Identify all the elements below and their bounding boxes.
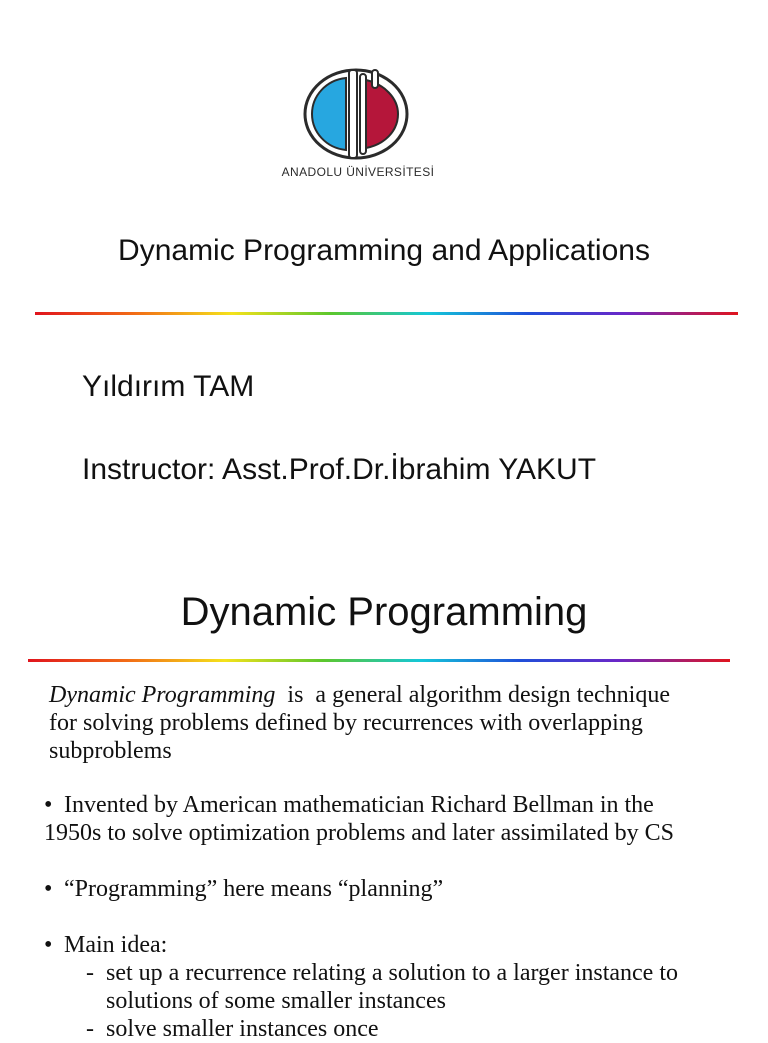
rainbow-divider [35, 312, 738, 315]
subpoint-text: set up a recurrence relating a solution to a larger instance to [106, 960, 678, 986]
slide-title: Dynamic Programming [180, 590, 588, 634]
intro-text: is a general algorithm design technique [275, 682, 670, 708]
bullet-text: Main idea: [64, 932, 168, 958]
presentation-title: Dynamic Programming and Applications [118, 234, 650, 267]
author-name: Yıldırım TAM [82, 370, 255, 403]
subpoint-text: solutions of some smaller instances [106, 988, 446, 1014]
content-slide [0, 560, 768, 1042]
bullet-icon: • [44, 876, 53, 902]
intro-paragraph [49, 681, 739, 765]
dash-icon: - [86, 960, 94, 986]
university-name: ANADOLU ÜNİVERSİTESİ [281, 165, 435, 179]
dash-icon: - [86, 1016, 94, 1042]
bullet-text: “Programming” here means “planning” [64, 876, 444, 902]
bullet-text: Invented by American mathematician Richard Bellman in the [64, 792, 654, 818]
bullet-text: 1950s to solve optimization problems and later assimilated by CS [44, 820, 674, 846]
bullet-item [44, 791, 744, 847]
university-logo-icon [300, 66, 416, 162]
subpoint-list [86, 959, 746, 1043]
bullet-icon: • [44, 792, 53, 818]
instructor-line: Instructor: Asst.Prof.Dr.İbrahim YAKUT [82, 453, 597, 486]
bullet-item [44, 931, 744, 959]
intro-text: for solving problems defined by recurrences with overlapping [49, 710, 643, 736]
rainbow-divider [28, 659, 730, 662]
term-italic: Dynamic Programming [49, 682, 276, 708]
subpoint-text: solve smaller instances once [106, 1016, 379, 1042]
bullet-item [44, 875, 744, 903]
bullet-icon: • [44, 932, 53, 958]
intro-text: subproblems [49, 738, 172, 764]
